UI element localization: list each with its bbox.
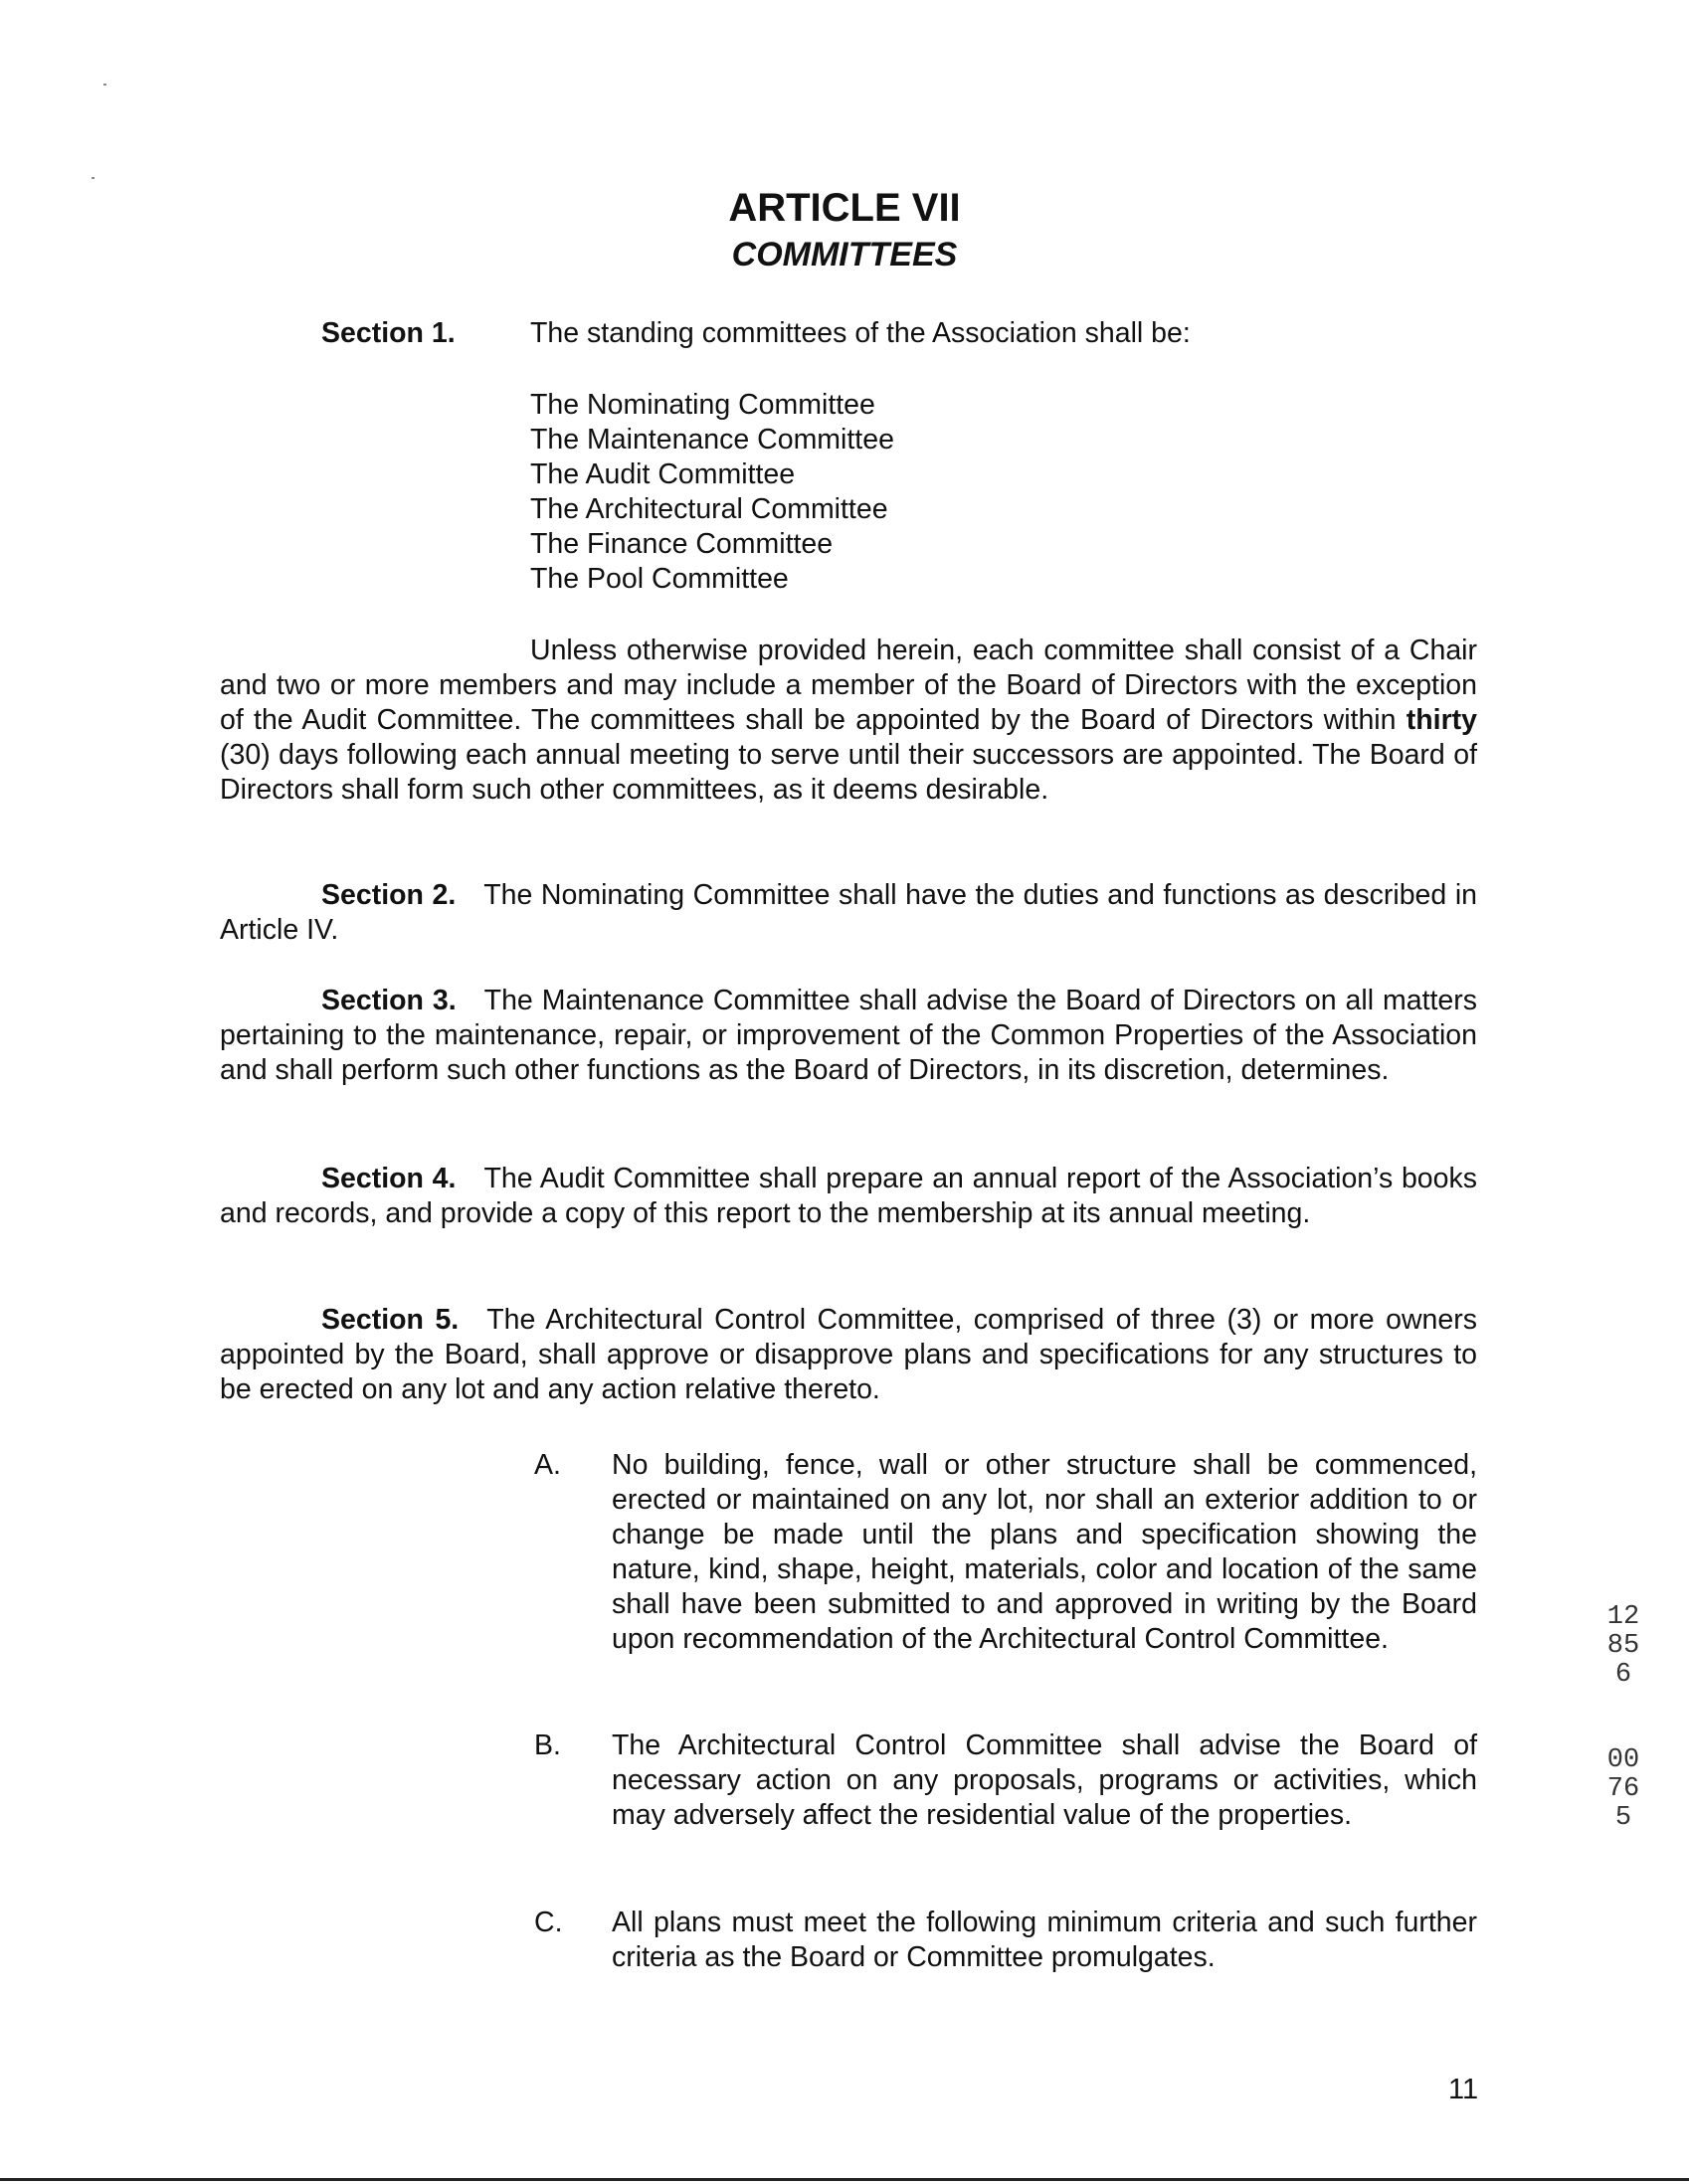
item-text: The Architectural Control Committee shall advise the Board of necessary action on any proposals, programs or activities, which may adversely affect the residential value of the properties.: [612, 1729, 1477, 1831]
committee-item: The Finance Committee: [530, 528, 834, 560]
item-letter: C.: [534, 1907, 563, 1938]
committee-item: The Audit Committee: [530, 458, 796, 490]
section-3-text: The Maintenance Committee shall advise the Board of Directors on all matters pertaining to the maintenance, repair, or improvement of the Common Properties of the Association and shall perform such other functions as the Board of Directors, in its discretion, determines.: [220, 985, 1477, 1086]
item-text: No building, fence, wall or other structure shall be commenced, erected or maintained on any lot, nor shall an exterior addition to or change be made until the plans and specification showing the nature, kind, shape, height, materials, color and location of the same shall have been submitted to and approved in writing by the Board upon recommendation of the Architectural Control Committee.: [612, 1449, 1477, 1655]
section-2-label: Section 2.: [321, 879, 457, 911]
section-1-paragraph: [220, 634, 1477, 808]
section-5-label: Section 5.: [321, 1304, 460, 1336]
scan-edge-line: [0, 2178, 1689, 2181]
committee-item: The Architectural Committee: [530, 493, 888, 525]
section-4-label: Section 4.: [321, 1163, 457, 1194]
section-5-text: The Architectural Control Committee, comprised of three (3) or more owners appointed by the Board, shall approve or disapprove plans and specifications for any structures to be erected on any lot and any action relative thereto.: [220, 1304, 1477, 1405]
page-number: 11: [1448, 2074, 1479, 2105]
scan-speck: [92, 177, 94, 179]
section-2-text: The Nominating Committee shall have the duties and functions as described in Article IV.: [220, 879, 1477, 946]
section-1-para-end: (30) days following each annual meeting to serve until their successors are appointed. The Board of Directors shall form such other committees, as it deems desirable.: [220, 739, 1477, 806]
scan-speck: [103, 84, 106, 86]
committee-list: [530, 388, 894, 597]
section-4-paragraph: [220, 1162, 1477, 1231]
section-4-text: The Audit Committee shall prepare an annual report of the Association’s books and records, and provide a copy of this report to the membership at its annual meeting.: [220, 1163, 1477, 1229]
section-1-label: Section 1.: [321, 317, 456, 349]
item-letter: A.: [534, 1449, 561, 1481]
recording-stamp-book: 12856: [1606, 1602, 1640, 1690]
item-text: All plans must meet the following minimum criteria and such further criteria as the Board or Committee promulgates.: [612, 1907, 1477, 1973]
item-letter: B.: [534, 1729, 561, 1761]
article-subtitle: COMMITTEES: [731, 236, 958, 273]
section-5-paragraph: [220, 1303, 1477, 1407]
section-1-para-bold: thirty: [1406, 704, 1477, 736]
committee-item: The Pool Committee: [530, 563, 789, 595]
article-title: ARTICLE VII: [728, 186, 961, 230]
section-1-para-start: Unless otherwise provided herein, each committee shall consist of a Chair and two or more members and may include a member of the Board of Directors with the exception of the Audit Committee. The committees shall be appointed by the Board of Directors within: [220, 635, 1477, 736]
section-3-label: Section 3.: [321, 985, 457, 1016]
section-2-paragraph: [220, 878, 1477, 948]
committee-item: The Maintenance Committee: [530, 424, 894, 455]
section-3-paragraph: [220, 984, 1477, 1088]
section-1-text: The standing committees of the Association shall be:: [530, 317, 1191, 349]
recording-stamp-page: 00765: [1606, 1745, 1640, 1833]
committee-item: The Nominating Committee: [530, 389, 875, 421]
